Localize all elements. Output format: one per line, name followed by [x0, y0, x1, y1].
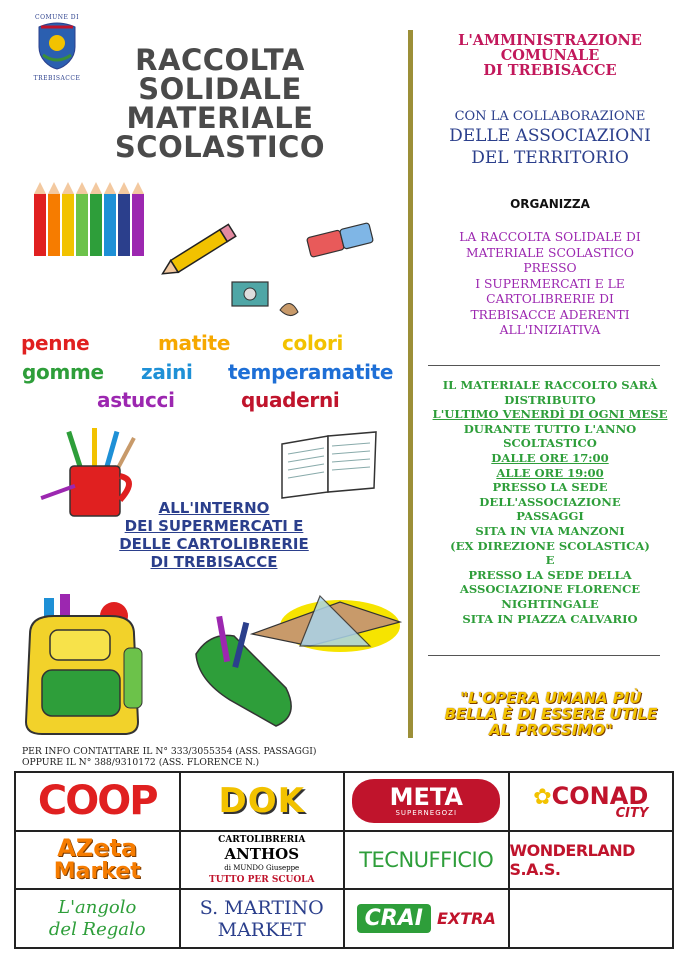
pencil-illustration: [156, 222, 242, 280]
azeta-logo-text: AZeta: [57, 833, 138, 862]
dok-logo-text: DOK: [218, 781, 305, 822]
title-line: MATERIALE: [126, 101, 314, 135]
admin-line: COMUNALE: [500, 47, 600, 64]
sponsor-coop: [15, 772, 180, 831]
info-line: ASSOCIAZIONE FLORENCE: [459, 582, 641, 597]
meta-sub-text: SUPERNEGOZI: [395, 809, 458, 818]
martino-line2: MARKET: [217, 918, 306, 941]
info-line: PASSAGGI: [516, 509, 584, 524]
admin-line: L'AMMINISTRAZIONE: [458, 32, 642, 49]
eraser-illustration: [304, 222, 376, 258]
distribution-info: [422, 378, 678, 626]
sponsor-conad: [509, 772, 674, 831]
organizza-label: ORGANIZZA: [510, 197, 590, 211]
word-temperamatite: temperamatite: [228, 360, 394, 384]
inside-line: DELLE CARTOLIBRERIE: [119, 535, 309, 553]
raccolta-line: I SUPERMERCATI E LE: [475, 276, 625, 291]
inside-line: ALL'INTERNO: [158, 499, 270, 517]
backpack-illustration: [14, 594, 148, 740]
wonderland-logo-text: WONDERLAND S.A.S.: [509, 840, 635, 879]
info-line: PRESSO LA SEDE: [492, 480, 608, 495]
sponsor-anthos: [180, 831, 345, 890]
angolo-line2: del Regalo: [48, 918, 146, 940]
collab-line: DEL TERRITORIO: [471, 148, 629, 168]
raccolta-line: MATERIALE SCOLASTICO: [466, 245, 634, 260]
info-line: PRESSO LA SEDE DELLA: [468, 567, 632, 582]
sponsor-azeta: [15, 831, 180, 890]
info-line: L'ULTIMO VENERDÌ DI OGNI MESE: [432, 407, 668, 422]
admin-line: DI TREBISACCE: [483, 62, 617, 79]
sponsor-wonderland: [509, 831, 674, 890]
raccolta-line: LA RACCOLTA SOLIDALE DI: [459, 230, 641, 244]
sponsor-dok: [180, 772, 345, 831]
info-line: DISTRIBUITO: [504, 392, 596, 407]
conad-logo-text: CONAD: [551, 781, 649, 810]
sponsor-empty-cell: [509, 889, 674, 948]
raccolta-line: PRESSO: [523, 261, 577, 275]
sharpener-illustration: [228, 276, 308, 328]
azeta-market-text: Market: [53, 858, 141, 884]
crest-top-text: COMUNE DI: [35, 14, 79, 21]
collab-line: DELLE ASSOCIAZIONI: [449, 126, 651, 146]
anthos-line4: TUTTO PER SCUOLA: [209, 874, 315, 885]
word-matite: matite: [158, 331, 231, 355]
title-line: SOLIDALE: [138, 72, 302, 106]
administration-block: [422, 33, 678, 78]
info-line: IL MATERIALE RACCOLTO SARÀ: [442, 378, 658, 392]
coop-logo-text: COOP: [37, 778, 157, 825]
info-line: DELL'ASSOCIAZIONE: [479, 494, 621, 509]
info-line: DURANTE TUTTO L'ANNO: [463, 421, 637, 436]
poster-title: [60, 43, 380, 164]
inside-line: DEI SUPERMERCATI E: [124, 517, 304, 535]
vertical-divider: [408, 30, 413, 738]
quote-line: "L'OPERA UMANA PIÙ: [460, 689, 642, 707]
info-line: (EX DIREZIONE SCOLASTICA): [450, 538, 650, 553]
info-line: SITA IN VIA MANZONI: [475, 523, 625, 538]
title-line: RACCOLTA: [135, 43, 305, 77]
raccolta-line: TREBISACCE ADERENTI: [470, 307, 630, 322]
word-gomme: gomme: [22, 360, 104, 384]
raccolta-description: [422, 230, 678, 339]
contact-info: [22, 746, 316, 768]
separator-line: [428, 365, 660, 366]
word-quaderni: quaderni: [241, 388, 340, 412]
sponsor-meta: [344, 772, 509, 831]
pencil-case-illustration: [190, 592, 402, 734]
separator-line: [428, 655, 660, 656]
info-line: SCOLTASTICO: [503, 436, 597, 451]
contact-line: PER INFO CONTATTARE IL N° 333/3055354 (ASS. PASSAGGI): [22, 746, 317, 757]
flower-icon: ✿: [533, 784, 552, 810]
conad-sub-text: CITY: [615, 805, 649, 821]
angolo-line1: L'angolo: [58, 896, 137, 918]
info-line: E: [545, 553, 555, 568]
info-line: DALLE ORE 17:00: [491, 450, 609, 465]
crest-bottom-text: TREBISACCE: [33, 75, 81, 82]
crai-extra-text: EXTRA: [436, 909, 496, 929]
sponsor-angolo-regalo: [15, 889, 180, 948]
martino-line1: S. MARTINO: [199, 896, 324, 919]
inside-shops-text: [96, 499, 332, 571]
colored-pencils-illustration: [30, 180, 148, 260]
quote-text: [438, 690, 664, 738]
quote-line: BELLA È DI ESSERE UTILE: [444, 705, 658, 723]
anthos-line1: CARTOLIBRERIA: [218, 834, 306, 845]
sponsor-crai: [344, 889, 509, 948]
open-notebook-illustration: [278, 430, 380, 500]
meta-logo-text: META: [389, 783, 463, 812]
contact-line: OPPURE IL N° 388/9310172 (ASS. FLORENCE N.): [22, 757, 260, 768]
inside-line: DI TREBISACCE: [150, 553, 278, 571]
anthos-line2: ANTHOS: [224, 844, 300, 863]
quote-line: AL PROSSIMO": [489, 721, 613, 739]
word-zaini: zaini: [141, 360, 193, 384]
anthos-line3: di MUNDO Giuseppe: [224, 863, 300, 872]
sponsor-tecnufficio: [344, 831, 509, 890]
crai-logo-text: CRAI: [357, 904, 431, 933]
tecnufficio-logo-text: TECNUFFICIO: [359, 847, 494, 872]
raccolta-line: ALL'INIZIATIVA: [499, 323, 601, 337]
sponsor-grid: [14, 771, 674, 949]
info-line: SITA IN PIAZZA CALVARIO: [462, 611, 638, 626]
collab-line: CON LA COLLABORAZIONE: [454, 109, 646, 124]
word-penne: penne: [21, 331, 90, 355]
sponsor-san-martino: [180, 889, 345, 948]
info-line: NIGHTINGALE: [501, 596, 599, 611]
info-line: ALLE ORE 19:00: [496, 465, 604, 480]
title-line: SCOLASTICO: [114, 130, 326, 164]
word-astucci: astucci: [97, 388, 175, 412]
word-colori: colori: [282, 331, 344, 355]
raccolta-line: CARTOLIBRERIE DI: [486, 292, 614, 306]
collaboration-block: [422, 108, 678, 169]
